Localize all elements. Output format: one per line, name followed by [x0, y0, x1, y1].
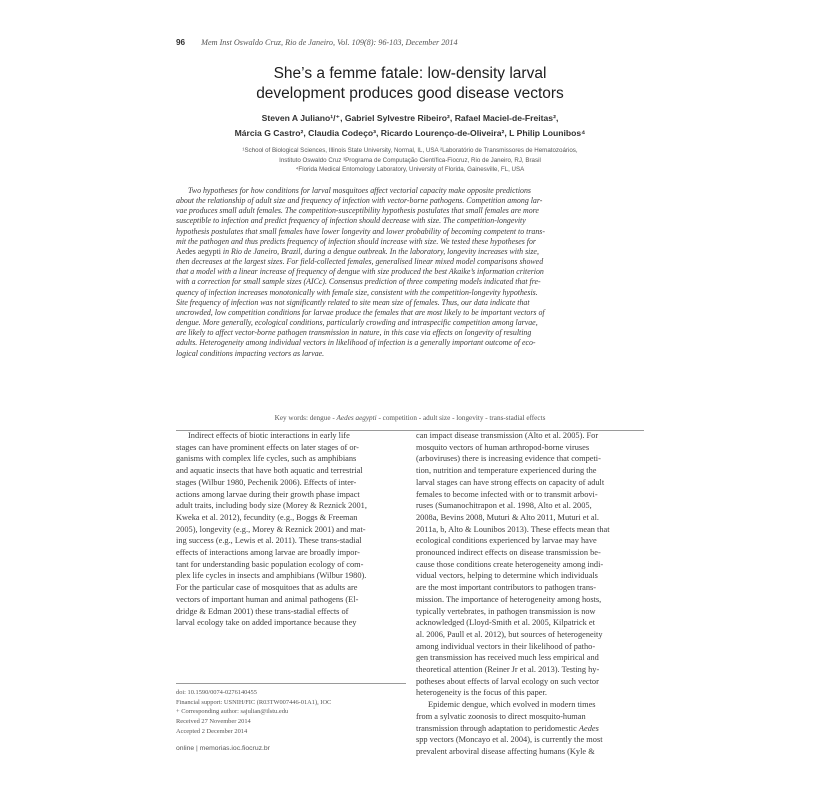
body-line: mosquito vectors of human arthropod-borne viruses	[416, 442, 590, 452]
online-url: online | memorias.ioc.fiocruz.br	[176, 745, 270, 752]
abstract-line: quency of infection increases monotonically with female size, consistent with the competition-longevity hypothesis.	[176, 287, 538, 297]
title-line: She’s a femme fatale: low-density larval	[273, 65, 547, 82]
body-line: cause those conditions create heterogeneity among indi-	[416, 559, 604, 569]
abstract-line: then decreases at the largest sizes. For field-collected females, generalised linear mixed model comparisons showed	[176, 257, 544, 267]
abstract-line: logical conditions impacting vectors as larvae.	[176, 348, 325, 358]
body-line: vectors of important human and animal pathogens (El-	[176, 594, 359, 604]
keywords-label: Key words:	[274, 414, 308, 422]
title-line: development produces good disease vectors	[256, 85, 564, 102]
body-line: heterogeneity is the focus of this paper.	[416, 688, 547, 698]
body-line: potheses about effects of larval ecology on such vector	[416, 676, 599, 686]
body-line: pronounced indirect effects on disease transmission be-	[416, 548, 601, 558]
body-line: stages can have prominent effects on later stages of or-	[176, 442, 359, 452]
body-line: 2008a, Bevins 2008, Muturi & Alto 2011, Muturi et al.	[416, 512, 600, 522]
body-line: from a sylvatic zoonosis to direct mosquito-human	[416, 711, 586, 721]
body-line: mission. The importance of heterogeneity among hosts,	[416, 594, 602, 604]
body-line: ing success (e.g., Lewis et al. 2011). These trans-stadial	[176, 536, 362, 546]
footnote-line: + Corresponding author: sajulian@ilstu.edu	[176, 708, 289, 716]
abstract-line: vae produces small adult females. The competition-susceptibility hypothesis postulates that small females are more	[176, 206, 539, 216]
footnote-rule	[176, 683, 406, 684]
abstract-line: dengue. More generally, ecological conditions, particularly crowding and intraspecific competition among larvae,	[176, 318, 538, 328]
body-line: plex life cycles in insects and amphibians (Wilbur 1980).	[176, 571, 367, 581]
body-line: ecological conditions experienced by larvae may have	[416, 536, 597, 546]
body-line: ruses (Sumanochitrapon et al. 1998, Alto et al. 2005,	[416, 501, 592, 511]
footnotes	[176, 688, 406, 737]
body-line: dridge & Edman 2001) these trans-stadial effects of	[176, 606, 349, 616]
author-line: Steven A Juliano¹/⁺, Gabriel Sylvestre Ribeiro², Rafael Maciel-de-Freitas²,	[261, 113, 559, 123]
keywords	[176, 414, 644, 422]
abstract-line: about the relationship of adult size and frequency of infection with vector-borne pathogens. Competition among lar-	[176, 196, 543, 206]
footnote-line: Financial support: USNIH/FIC (R03TW007446-01A1), IOC	[176, 698, 332, 706]
body-line: actions among larvae during their growth phase impact	[176, 489, 360, 499]
abstract-line: are likely to affect vector-borne pathogen transmission in nature, in this case via effects on longevity of resulting	[176, 328, 532, 338]
body-line: adult traits, including body size (Morey & Reznick 2001,	[176, 501, 367, 511]
body-line: are the most important contributors to pathogen trans-	[416, 583, 597, 593]
body-line: acknowledged (Lloyd-Smith et al. 2005, Kilpatrick et	[416, 618, 595, 628]
article-title	[176, 64, 644, 104]
body-line: typically vertebrates, in pathogen transmission is now	[416, 606, 596, 616]
body-line: stages (Wilbur 1980, Pechenik 2006). Effects of inter-	[176, 477, 357, 487]
page-number: 96	[176, 38, 186, 47]
body-line: tant for understanding basic population ecology of com-	[176, 559, 364, 569]
body-line: tion, nutrition and temperature experienced during the	[416, 466, 597, 476]
body-line: females to become infected with or to transmit arbovi-	[416, 489, 598, 499]
abstract-line: hypothesis postulates that small females have lower longevity and lower probability of becoming competent to trans-	[176, 226, 545, 236]
body-line: al. 2006, Paull et al. 2012), but sources of heterogeneity	[416, 629, 603, 639]
body-line: gen transmission has received much less empirical and	[416, 653, 599, 663]
body-line: ganisms with complex life cycles, such as amphibians	[176, 454, 357, 464]
abstract-line: uncrowded, low competition conditions for larvae produce the females that are most likely to be important vectors of	[176, 307, 545, 317]
body-line: For the particular case of mosquitoes that as adults are	[176, 583, 358, 593]
body-line: theoretical attention (Reiner Jr et al. 2013). Testing hy-	[416, 665, 600, 675]
footnote-line: Received 27 November 2014	[176, 718, 251, 726]
body-line: Indirect effects of biotic interactions in early life	[188, 431, 350, 440]
abstract-line: adults. Heterogeneity among individual vectors in likelihood of infection is a generally important outcome of eco-	[176, 338, 536, 348]
body-line: can impact disease transmission (Alto et al. 2005). For	[416, 431, 599, 440]
abstract-line: that a model with a linear increase of frequency of dengue with size produced the best Akaike’s information criterion	[176, 267, 544, 277]
abstract-line: susceptible to infection and predict frequency of infection should decrease with size. The competition-longevity	[176, 216, 526, 226]
body-column-left	[176, 430, 406, 629]
body-line: vidual vectors, helping to determine which individuals	[416, 571, 598, 581]
journal-citation: Mem Inst Oswaldo Cruz, Rio de Janeiro, Vol. 109(8): 96-103, December 2014	[201, 38, 458, 47]
author-line: Márcia G Castro², Claudia Codeço³, Ricardo Lourenço-de-Oliveira², L Philip Lounibos⁴	[234, 128, 586, 138]
abstract-line: with a correction for small sample sizes (AICc). Consensus prediction of three competing models indicated that fre-	[176, 277, 541, 287]
abstract-line: mit the pathogen and thus predicts frequency of infection should increase with size. We tested these hypotheses for	[176, 236, 536, 246]
body-line: and aquatic insects that have both aquatic and terrestrial	[176, 466, 363, 476]
body-line: effects of interactions among larvae are broadly impor-	[176, 548, 360, 558]
body-line: 2011a, b, Alto & Lounibos 2013). These effects mean that	[416, 524, 610, 534]
abstract-line: Site frequency of infection was not significantly related to site mean size of females. Thus, our data indicate that	[176, 297, 530, 307]
body-line: Epidemic dengue, which evolved in modern times	[428, 700, 596, 710]
footnote-line: Accepted 2 December 2014	[176, 727, 248, 735]
keywords-list: dengue - Aedes aegypti - competition - adult size - longevity - trans-stadial effects	[309, 414, 546, 422]
body-line: prevalent arboviral disease affecting humans (Kyle &	[416, 746, 595, 756]
running-head	[176, 38, 458, 47]
abstract	[176, 186, 644, 359]
body-line: (arboviruses) there is increasing evidence that competi-	[416, 454, 601, 464]
body-line: transmission through adaptation to peridomestic Aedes	[416, 723, 599, 733]
abstract-line: Two hypotheses for how conditions for larval mosquitoes affect vectorial capacity make opposite predictions	[188, 186, 531, 195]
body-line: spp vectors (Moncayo et al. 2004), is currently the most	[416, 735, 603, 745]
body-line: larval ecology take on added importance because they	[176, 618, 357, 628]
body-column-right	[416, 430, 646, 758]
affiliation-line: ⁴Florida Medical Entomology Laboratory, University of Florida, Gainesville, FL, USA	[295, 166, 525, 173]
affiliation-line: ¹School of Biological Sciences, Illinois State University, Normal, IL, USA ²Laboratório de Transmissores de Hematozoários,	[242, 147, 578, 154]
body-line: Kweka et al. 2012), fecundity (e.g., Boggs & Freeman	[176, 512, 358, 522]
body-line: 2005), longevity (e.g., Morey & Reznick 2001) and mat-	[176, 524, 366, 534]
affiliations	[176, 146, 644, 175]
body-line: among individual vectors in their likelihood of patho-	[416, 641, 596, 651]
footnote-line: doi: 10.1590/0074-0276140455	[176, 689, 257, 696]
abstract-line: Aedes aegypti in Rio de Janeiro, Brazil, during a dengue outbreak. In the laboratory, longevity increases with size,	[176, 246, 539, 256]
affiliation-line: Instituto Oswaldo Cruz ³Programa de Computação Científica-Fiocruz, Rio de Janeiro, RJ, Brasil	[279, 156, 541, 164]
author-list	[176, 111, 644, 141]
body-line: larval stages can have strong effects on capacity of adult	[416, 477, 605, 487]
